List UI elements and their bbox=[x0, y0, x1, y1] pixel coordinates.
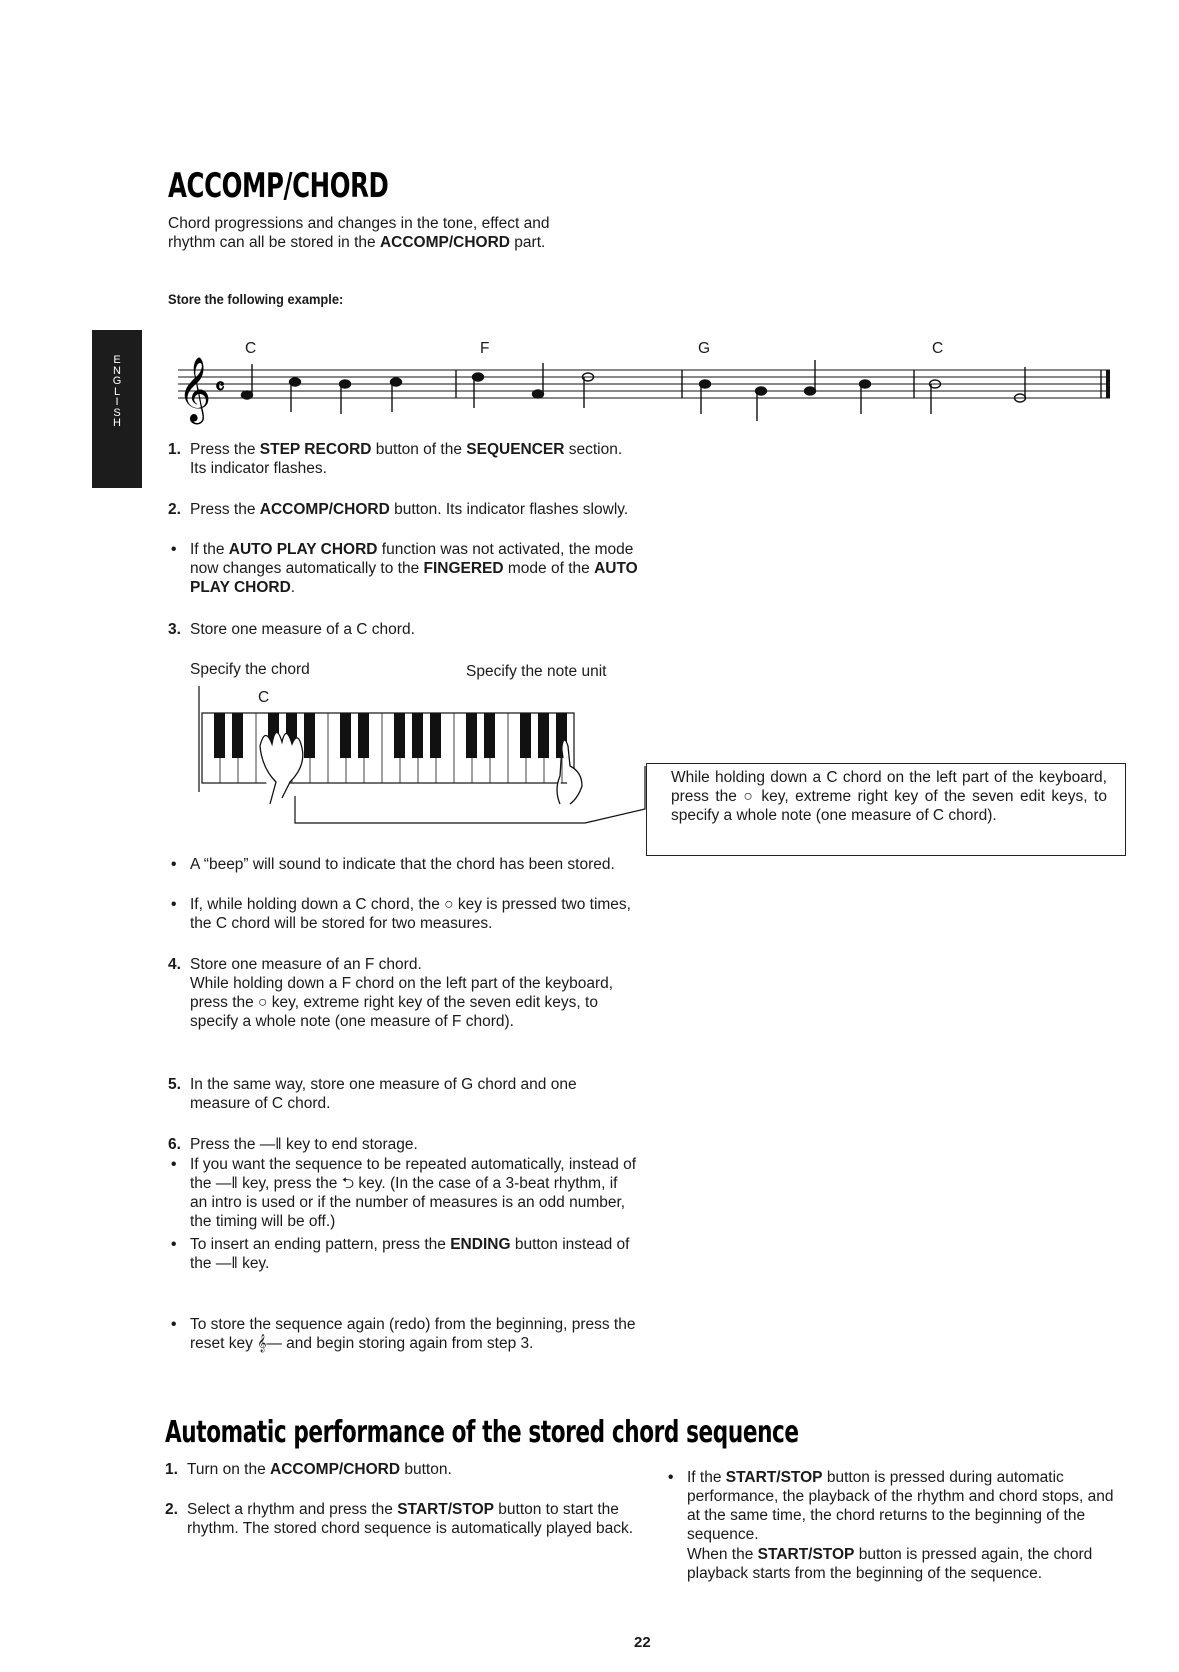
step-4: 4. Store one measure of an F chord. While holding down a F chord on the left part of the keyboard, press the ○ key, extreme right key of the seven edit keys, to specify a whole note (one measure of F chord). bbox=[168, 956, 614, 1030]
tab-letter: G bbox=[112, 375, 122, 387]
language-tab bbox=[92, 330, 142, 488]
redo-note: • To store the sequence again (redo) from the beginning, press the reset key 𝄞— and begin storing again from step 3. bbox=[171, 1316, 636, 1352]
chord-label: C bbox=[245, 340, 257, 357]
beep-note: • A “beep” will sound to indicate that the chord has been stored. bbox=[171, 856, 615, 873]
keyboard-illustration bbox=[190, 686, 650, 846]
tab-letter: S bbox=[113, 406, 121, 419]
tab-letter: I bbox=[115, 396, 119, 408]
tab-letter: H bbox=[113, 417, 121, 429]
example-label: Store the following example: bbox=[168, 291, 344, 307]
start-stop-note-continued: When the START/STOP button is pressed again, the chord playback starts from the beginning of the sequence. bbox=[687, 1546, 1093, 1582]
two-measures-note: • If, while holding down a C chord, the ○ key is pressed two times, the C chord will be stored for two measures. bbox=[171, 896, 631, 932]
repeat-note: • If you want the sequence to be repeated automatically, instead of the —‖ key, press the ⮌ key. (In the case of a 3-beat rhythm, if an intro is used or if the number of measures is an odd number, the timing will be off.) bbox=[171, 1156, 637, 1230]
page-number: 22 bbox=[634, 1634, 651, 1651]
auto-step-1: 1. Turn on the ACCOMP/CHORD button. bbox=[165, 1461, 452, 1478]
intro-line: Chord progressions and changes in the tone, effect and bbox=[168, 215, 550, 232]
tab-letter: N bbox=[113, 364, 121, 377]
chord-label: F bbox=[480, 340, 490, 357]
common-time-icon: 𝄴 bbox=[215, 374, 225, 400]
step-6: 6. Press the —‖ key to end storage. bbox=[168, 1136, 418, 1153]
treble-clef-icon: 𝄞 bbox=[178, 357, 212, 422]
intro-line: rhythm can all be stored in the ACCOMP/CHORD part. bbox=[168, 234, 546, 251]
chord-label: C bbox=[932, 340, 944, 357]
callout-box: While holding down a C chord on the left part of the keyboard, press the ○ key, extreme right key of the seven edit keys, to specify a whole note (one measure of C chord). bbox=[646, 763, 1126, 856]
keyboard-chord-label: C bbox=[258, 689, 270, 706]
tab-letter: E bbox=[113, 354, 121, 366]
section-title-automatic-performance: Automatic performance of the stored chord sequence bbox=[165, 1415, 799, 1450]
intro-paragraph bbox=[168, 214, 638, 252]
tab-letter: L bbox=[113, 385, 121, 398]
auto-step-2: 2. Select a rhythm and press the START/STOP button to start the rhythm. The stored chord sequence is automatically played back. bbox=[165, 1501, 634, 1537]
step-2-note: • If the AUTO PLAY CHORD function was not activated, the mode now changes automatically to the FINGERED mode of the AUTO PLAY CHORD. bbox=[171, 541, 638, 596]
keyboard-body bbox=[202, 713, 574, 783]
section-title-accomp-chord: ACCOMP/CHORD bbox=[168, 166, 389, 206]
step-1: 1. Press the STEP RECORD button of the SEQUENCER section. Its indicator flashes. bbox=[168, 441, 623, 477]
specify-chord-label: Specify the chord bbox=[190, 661, 310, 678]
left-hand-icon bbox=[260, 732, 303, 804]
specify-note-unit-label: Specify the note unit bbox=[466, 663, 607, 680]
music-staff bbox=[160, 330, 1120, 430]
step-5: 5. In the same way, store one measure of G chord and one measure of C chord. bbox=[168, 1076, 577, 1112]
staff-lines bbox=[178, 370, 1110, 398]
step-2: 2. Press the ACCOMP/CHORD button. Its indicator flashes slowly. bbox=[168, 501, 629, 518]
step-3: 3. Store one measure of a C chord. bbox=[168, 621, 415, 638]
chord-label: G bbox=[698, 340, 711, 357]
start-stop-note: • If the START/STOP button is pressed during automatic performance, the playback of the rhythm and chord stops, and at the same time, the chord returns to the beginning of the sequence. bbox=[668, 1469, 1114, 1543]
ending-note: • To insert an ending pattern, press the ENDING button instead of the —‖ key. bbox=[171, 1236, 630, 1272]
